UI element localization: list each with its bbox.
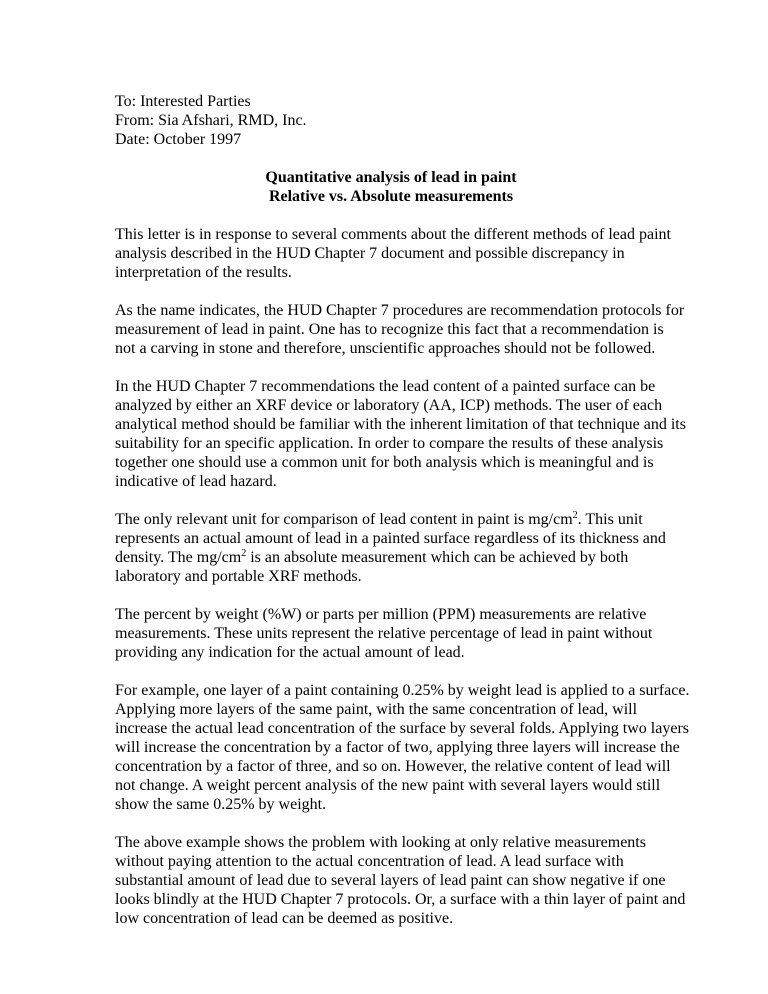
text-line: together one should use a common unit for both analysis which is meaningful and is	[115, 454, 654, 471]
superscript-2: 2	[241, 548, 247, 559]
memo-page	[115, 92, 690, 928]
text-line: For example, one layer of a paint containing 0.25% by weight lead is applied to a surface.	[115, 682, 690, 699]
text-line: substantial amount of lead due to several layers of lead paint can show negative if one	[115, 872, 666, 889]
memo-header	[115, 92, 667, 149]
paragraph-3	[115, 377, 686, 491]
paragraph-5	[115, 605, 667, 662]
superscript-2: 2	[572, 510, 578, 521]
text-line: The percent by weight (%W) or parts per million (PPM) measurements are relative	[115, 606, 647, 623]
text-line: without paying attention to the actual concentration of lead. A lead surface with	[115, 853, 624, 870]
text-line: looks blindly at the HUD Chapter 7 protocols. Or, a surface with a thin layer of paint and	[115, 891, 686, 908]
text-line: show the same 0.25% by weight.	[115, 796, 327, 813]
memo-from: From: Sia Afshari, RMD, Inc.	[115, 112, 307, 129]
text-line: This letter is in response to several comments about the different methods of lead paint	[115, 226, 671, 243]
title-line-2: Relative vs. Absolute measurements	[268, 188, 514, 205]
text-segment: is an absolute measurement which can be achieved by both	[246, 549, 629, 566]
text-line: measurement of lead in paint. One has to recognize this fact that a recommendation is	[115, 321, 664, 338]
text-segment: The only relevant unit for comparison of lead content in paint is mg/cm	[115, 511, 573, 528]
text-line: analytical method should be familiar with the inherent limitation of that technique and its	[115, 416, 686, 433]
paragraph-4	[115, 510, 667, 586]
text-line: concentration by a factor of three, and so on. However, the relative content of lead will	[115, 758, 671, 775]
text-line	[115, 510, 667, 529]
text-line: not change. A weight percent analysis of the new paint with several layers would still	[115, 777, 661, 794]
memo-date: Date: October 1997	[115, 131, 242, 148]
memo-to: To: Interested Parties	[115, 93, 251, 110]
text-line	[115, 548, 667, 567]
paragraph-1	[115, 225, 671, 282]
text-line: not a carving in stone and therefore, unscientific approaches should not be followed.	[115, 340, 656, 357]
text-line: Applying more layers of the same paint, with the same concentration of lead, will	[115, 701, 638, 718]
text-line: As the name indicates, the HUD Chapter 7 procedures are recommendation protocols for	[115, 302, 685, 319]
text-segment: density. The mg/cm	[115, 549, 242, 566]
text-line: increase the actual lead concentration of the surface by several folds. Applying two layers	[115, 720, 689, 737]
text-segment: . This unit	[577, 511, 643, 528]
text-line: measurements. These units represent the relative percentage of lead in paint without	[115, 625, 653, 642]
text-line: represents an actual amount of lead in a painted surface regardless of its thickness and	[115, 530, 666, 547]
text-line: indicative of lead hazard.	[115, 473, 277, 490]
memo-title	[115, 168, 667, 206]
text-line: low concentration of lead can be deemed as positive.	[115, 910, 454, 927]
text-line: In the HUD Chapter 7 recommendations the lead content of a painted surface can be	[115, 378, 656, 395]
text-line: suitability for an specific application. In order to compare the results of these analysis	[115, 435, 664, 452]
text-line: will increase the concentration by a factor of two, applying three layers will increase the	[115, 739, 680, 756]
text-line: laboratory and portable XRF methods.	[115, 568, 362, 585]
paragraph-7	[115, 833, 686, 928]
text-line: analysis described in the HUD Chapter 7 document and possible discrepancy in	[115, 245, 625, 262]
title-line-1: Quantitative analysis of lead in paint	[265, 169, 517, 186]
paragraph-2	[115, 301, 685, 358]
text-line: interpretation of the results.	[115, 264, 292, 281]
text-line: analyzed by either an XRF device or laboratory (AA, ICP) methods. The user of each	[115, 397, 663, 414]
paragraph-6	[115, 681, 690, 814]
text-line: The above example shows the problem with looking at only relative measurements	[115, 834, 646, 851]
text-line: providing any indication for the actual amount of lead.	[115, 644, 465, 661]
